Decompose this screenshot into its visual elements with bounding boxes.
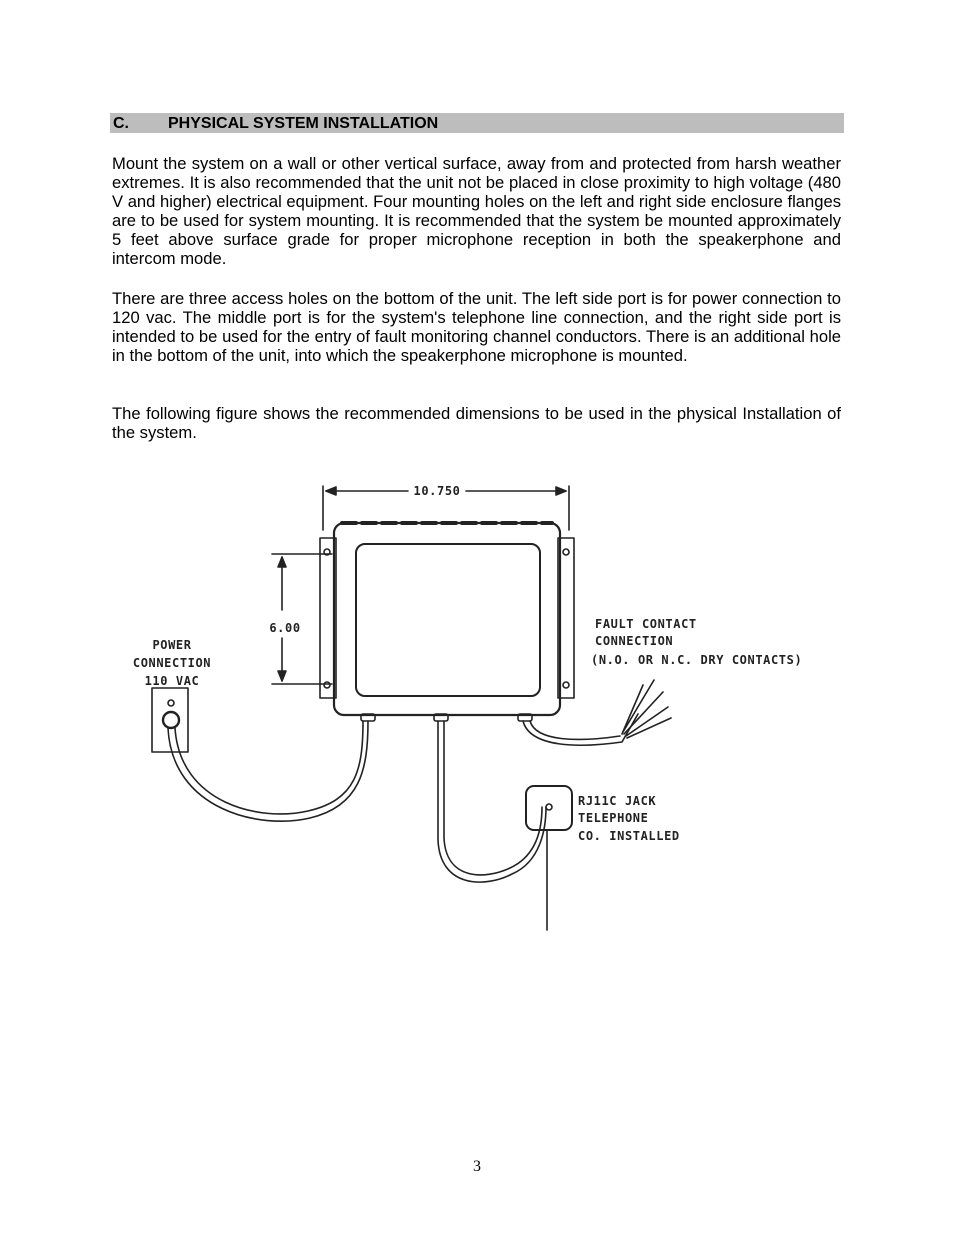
enclosure-body	[334, 523, 560, 715]
jack-label-line2: TELEPHONE	[578, 811, 649, 825]
mount-hole-top-right	[563, 549, 569, 555]
section-title: PHYSICAL SYSTEM INSTALLATION	[168, 115, 439, 132]
power-cord-inner	[175, 721, 363, 814]
rj11-jack	[526, 786, 572, 830]
mount-hole-bottom-left	[324, 682, 330, 688]
section-number: C.	[113, 115, 129, 132]
fault-label-line3: (N.O. OR N.C. DRY CONTACTS)	[591, 653, 803, 667]
outlet-screw	[168, 700, 174, 706]
outlet-plug	[163, 712, 179, 728]
section-heading	[110, 113, 844, 133]
power-cord	[168, 721, 368, 821]
width-arrow-right	[556, 487, 566, 495]
jack-label-line1: RJ11C JACK	[578, 794, 657, 808]
paragraph-mounting: Mount the system on a wall or other vertical surface, away from and protected from harsh weather extremes. It is also recommended that the unit not be placed in close proximity to high voltage (480 V and higher) electrical equipment. Four mounting holes on the left and right side enclosure flanges are to be used for system mounting. It is recommended that the system be mounted approximately 5 feet above surface grade for proper microphone reception in both the speakerphone and intercom mode.	[112, 154, 841, 269]
fault-label-line2: CONNECTION	[595, 634, 674, 648]
mount-hole-bottom-right	[563, 682, 569, 688]
fault-cable	[523, 714, 638, 745]
phone-cord-inner	[444, 721, 542, 875]
power-label-line3: 110 VAC	[144, 674, 200, 688]
width-arrow-left	[326, 487, 336, 495]
rj11-jack-socket	[546, 804, 552, 810]
installation-figure	[110, 470, 830, 950]
power-label-line1: POWER	[152, 638, 192, 652]
jack-label-line3: CO. INSTALLED	[578, 829, 680, 843]
fault-cable-inner	[530, 721, 620, 739]
height-arrow-top	[278, 557, 286, 567]
fault-label-line1: FAULT CONTACT	[595, 617, 697, 631]
power-label-line2: CONNECTION	[132, 656, 212, 670]
height-dimension-label: 6.00	[269, 621, 301, 635]
phone-cord	[438, 721, 546, 882]
width-dimension-label: 10.750	[413, 484, 461, 498]
height-arrow-bottom	[278, 671, 286, 681]
enclosure-window	[356, 544, 540, 696]
paragraph-access-holes: There are three access holes on the bottom of the unit. The left side port is for power connection to 120 vac. The middle port is for the system's telephone line connection, and the right side port is intended to be used for the entry of fault monitoring channel conductors. There is an additional hole in the bottom of the unit, into which the speakerphone microphone is mounted.	[112, 289, 841, 366]
paragraph-figure-intro: The following figure shows the recommended dimensions to be used in the physical Installation of the system.	[112, 404, 841, 443]
page-number: 3	[473, 1158, 481, 1175]
